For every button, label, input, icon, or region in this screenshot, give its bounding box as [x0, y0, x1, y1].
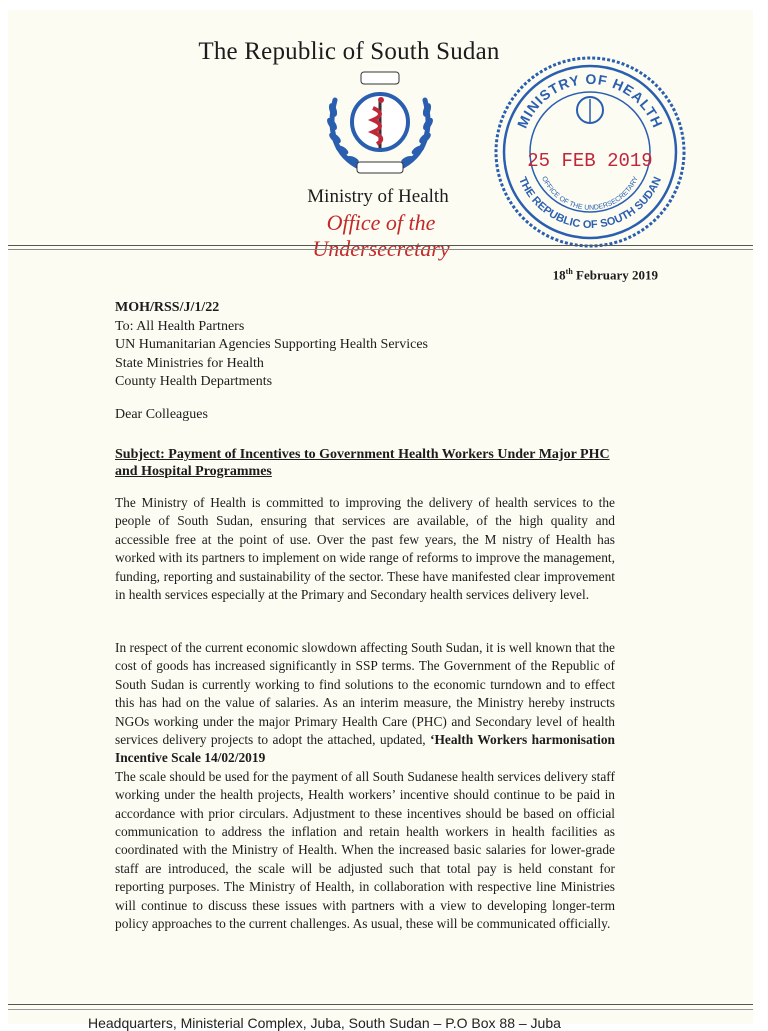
recipient-line: To: All Health Partners — [115, 318, 245, 334]
recipient-line: UN Humanitarian Agencies Supporting Health Services — [115, 337, 428, 352]
footer-divider — [8, 1009, 753, 1010]
recipient-line: County Health Departments — [115, 374, 273, 389]
recipient-line: State Ministries for Health — [115, 355, 264, 371]
body-paragraph: The Ministry of Health is committed to improving the delivery of health services to the people of South Sudan, ensuring that services are available, of the high quality and accessible free at the point of use. Over the past few years, the M nistry of Health has worked with its partners to implement on wide range of reforms to improve the management, funding, reporting and sustainability of the sector. These have manifested clear improvement in health services especially at the Primary and Secondary health services delivery level. — [115, 495, 615, 603]
ministry-name: Ministry of Health — [307, 186, 449, 207]
body-paragraph: In respect of the current economic slowdown affecting South Sudan, it is well known that the cost of goods has increased significantly in SSP terms. The Government of the Republic of South Sudan is currently working to find solutions to the economic turndown and to effect this has had on the value of salaries. As an interim measure, the Ministry hereby instructs NGOs working under the major Primary Health Care (PHC) and Secondary level of health services delivery projects to adopt the attached, updated, ‘Health Workers harmonisation Incentive Scale 14/02/2019 The scale should be used for the payment of all South Sudanese health services delivery staff working under the health projects, Health workers’ incentive should continue to be paid in accordance with prior circulars. Adjustment to these incentives should be based on official communication to address the inflation and retain health workers in health facilities as coordinated with the Ministry of Health. When the increased basic salaries for lower-grade staff are introduced, the scale will be adjusted such that total pay is held constant for reporting purposes. The Ministry of Health, in collaboration with respective line Ministries will continue to discuss these issues with partners with a view to developing longer-term policy approaches to the current challenges. As usual, these will be communicated officially. — [115, 640, 615, 932]
letter-date: 18th February 2019 — [552, 267, 658, 283]
stamp-top-text: MINISTRY OF HEALTH — [513, 70, 667, 131]
stamp-date: 25 FEB 2019 — [527, 150, 653, 172]
stamp-emblem-icon — [577, 97, 603, 123]
official-stamp — [492, 54, 688, 250]
incentive-scale-name: ‘Health Workers harmonisation Incentive Scale 14/02/2019 — [115, 732, 615, 766]
stamp-bottom-text: THE REPUBLIC OF SOUTH SUDAN — [516, 175, 664, 232]
ministry-emblem — [321, 70, 439, 180]
reference-number: MOH/RSS/J/1/22 — [115, 300, 220, 315]
letter-page — [8, 10, 753, 1031]
subject-line: Subject: Payment of Incentives to Government Health Workers Under Major PHC and Hospital Programmes — [115, 447, 610, 479]
header-divider — [8, 245, 753, 246]
office-name: Office of the — [326, 210, 436, 235]
address-block — [115, 299, 428, 392]
letterhead-title: The Republic of South Sudan — [198, 38, 500, 65]
header-divider — [8, 249, 753, 250]
stamp-inner-text: OFFICE OF THE UNDERSECRETARY — [540, 175, 640, 212]
svg-text:OFFICE OF THE UNDERSECRETARY — [540, 175, 640, 212]
footer-address: Headquarters, Ministerial Complex, Juba, South Sudan – P.O Box 88 – Juba — [88, 1015, 561, 1031]
salutation: Dear Colleagues — [115, 407, 208, 422]
footer-divider — [8, 1004, 753, 1005]
